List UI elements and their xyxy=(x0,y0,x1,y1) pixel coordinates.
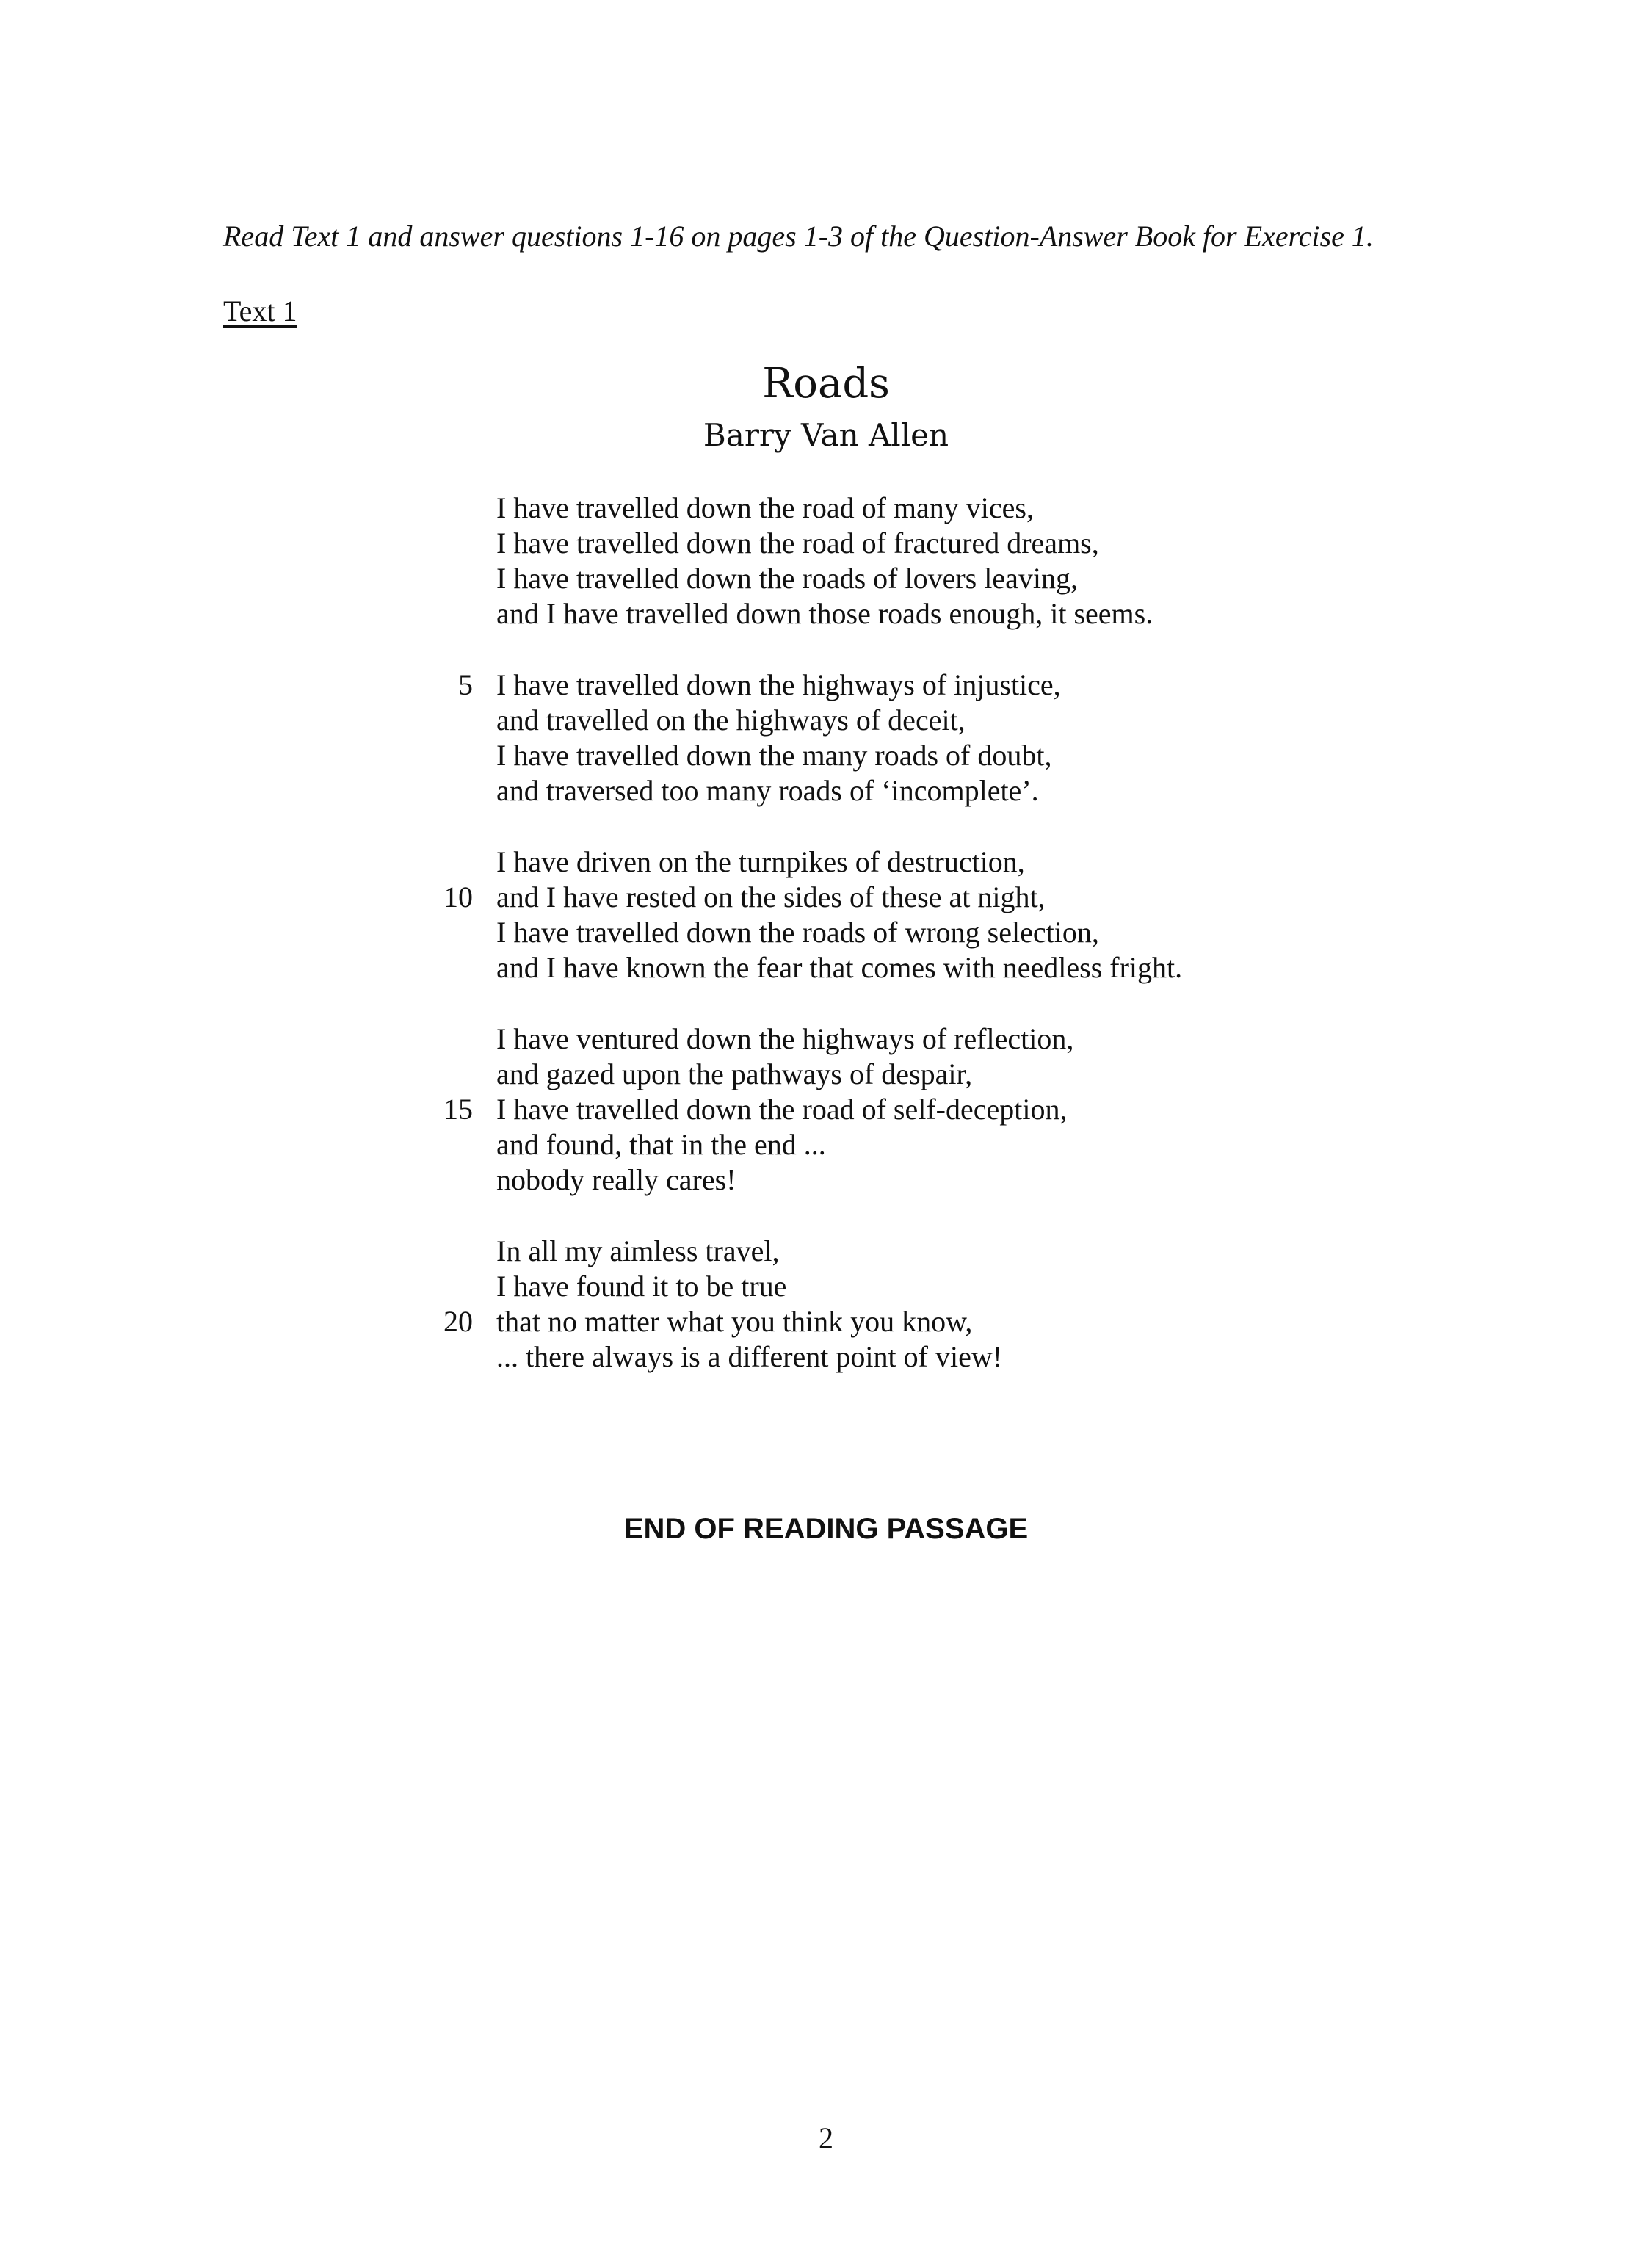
line-text: that no matter what you think you know, xyxy=(496,1305,973,1338)
poem-author: Barry Van Allen xyxy=(703,417,949,453)
line-text: and I have rested on the sides of these at night, xyxy=(496,880,1046,913)
line-number: 20 xyxy=(443,1305,473,1338)
line-number: 5 xyxy=(458,668,473,701)
line-text: and traversed too many roads of ‘incomplete’. xyxy=(496,774,1039,807)
line-text: and found, that in the end ... xyxy=(496,1128,826,1161)
line-text: I have travelled down the many roads of doubt, xyxy=(496,739,1052,772)
line-text: I have travelled down the road of fractured dreams, xyxy=(496,526,1099,560)
line-number: 10 xyxy=(443,880,473,913)
line-text: I have travelled down the roads of wrong selection, xyxy=(496,916,1099,949)
line-text: I have driven on the turnpikes of destruction, xyxy=(496,845,1025,878)
page-number: 2 xyxy=(819,2121,833,2154)
line-text: and I have travelled down those roads enough, it seems. xyxy=(496,597,1153,630)
line-text: I have travelled down the road of self-deception, xyxy=(496,1093,1068,1126)
line-text: and I have known the fear that comes with needless fright. xyxy=(496,951,1183,984)
line-text: I have travelled down the road of many vices, xyxy=(496,491,1034,524)
line-text: I have ventured down the highways of reflection, xyxy=(496,1022,1074,1055)
line-text: I have found it to be true xyxy=(496,1270,787,1303)
line-text: and travelled on the highways of deceit, xyxy=(496,703,966,737)
end-of-passage-marker: END OF READING PASSAGE xyxy=(623,1513,1029,1545)
line-text: nobody really cares! xyxy=(496,1163,736,1196)
text-label: Text 1 xyxy=(223,294,297,328)
line-text: I have travelled down the highways of injustice, xyxy=(496,668,1061,701)
line-text: ... there always is a different point of view! xyxy=(496,1340,1003,1373)
line-text: I have travelled down the roads of lovers leaving, xyxy=(496,562,1078,595)
poem-title: Roads xyxy=(762,360,890,408)
instruction-text: Read Text 1 and answer questions 1-16 on pages 1-3 of the Question-Answer Book for Exercise 1. xyxy=(223,220,1374,253)
line-text: In all my aimless travel, xyxy=(496,1234,780,1267)
line-number: 15 xyxy=(443,1093,473,1126)
line-text: and gazed upon the pathways of despair, xyxy=(496,1057,973,1090)
